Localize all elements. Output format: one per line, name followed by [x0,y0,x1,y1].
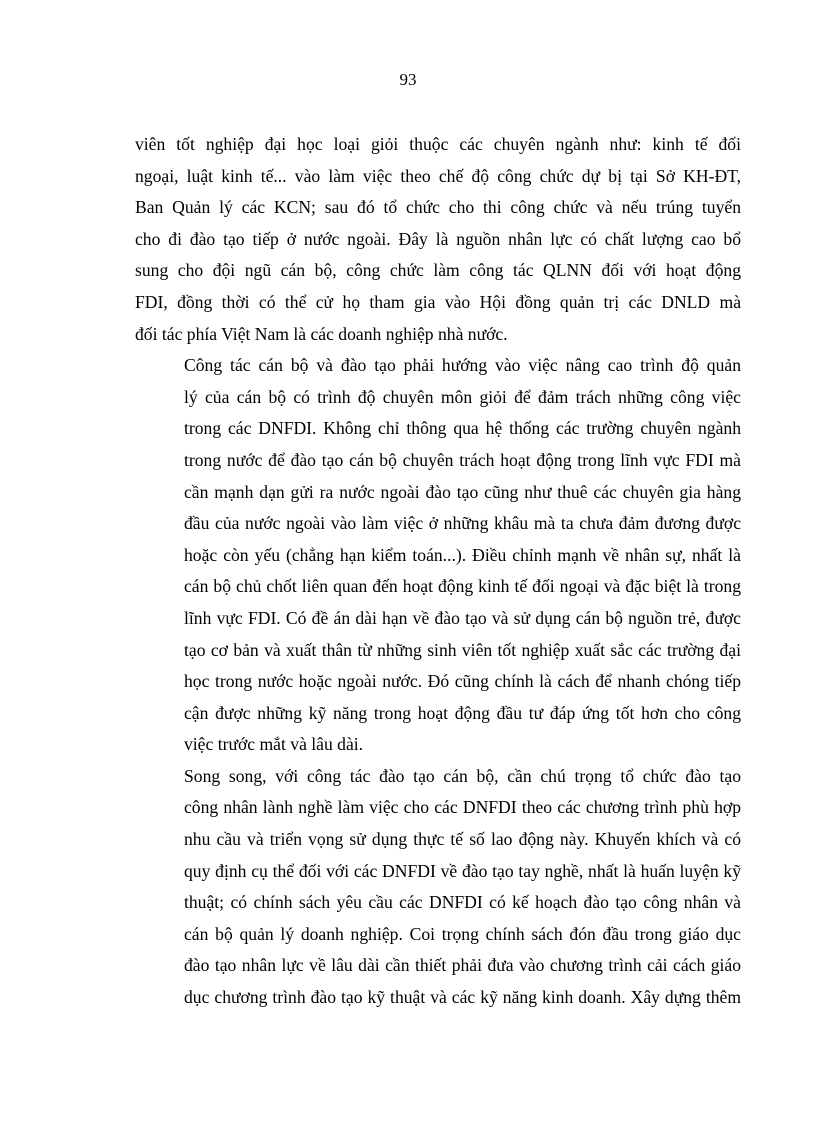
paragraph-line: đối tác phía Việt Nam là các doanh nghiệp nhà nước. [135,323,508,344]
paragraph-3 [135,761,741,1014]
paragraph-line: ngoại, luật kinh tế... vào làm việc theo chế độ công chức dự bị tại Sở KH-ĐT, [135,165,741,186]
paragraph-line: đào tạo nhân lực về lâu dài cần thiết phải đưa vào chương trình cải cách giáo [184,955,741,976]
paragraph-line: dục chương trình đào tạo kỹ thuật và các kỹ năng kinh doanh. Xây dựng thêm [184,987,741,1008]
paragraph-line: sung cho đội ngũ cán bộ, công chức làm công tác QLNN đối với hoạt động [135,260,741,281]
paragraph-2 [135,350,741,761]
paragraph-line: việc trước mắt và lâu dài. [184,734,364,755]
paragraph-line: công nhân lành nghề làm việc cho các DNFDI theo các chương trình phù hợp [184,797,741,818]
paragraph-line: quy định cụ thể đối với các DNFDI về đào tạo tay nghề, nhất là huấn luyện kỹ [184,860,741,881]
paragraph-line: cận được những kỹ năng trong hoạt động đầu tư đáp ứng tốt hơn cho công [184,702,741,723]
document-body [135,129,741,1014]
paragraph-line: đầu của nước ngoài vào làm việc ở những khâu mà ta chưa đảm đương được [184,513,741,534]
paragraph-line: Công tác cán bộ và đào tạo phải hướng vào việc nâng cao trình độ quản [184,355,741,376]
paragraph-1 [135,129,741,350]
paragraph-line: thuật; có chính sách yêu cầu các DNFDI có kế hoạch đào tạo công nhân và [184,892,741,913]
paragraph-line: lý của cán bộ có trình độ chuyên môn giỏi để đảm trách những công việc [184,386,741,407]
paragraph-line: hoặc còn yếu (chẳng hạn kiểm toán...). Điều chỉnh mạnh về nhân sự, nhất là [184,544,741,565]
paragraph-line: học trong nước hoặc ngoài nước. Đó cũng chính là cách để nhanh chóng tiếp [184,671,741,692]
page-number: 93 [399,70,417,89]
paragraph-line: Ban Quản lý các KCN; sau đó tổ chức cho thi công chức và nếu trúng tuyển [135,197,741,218]
paragraph-line: cán bộ chủ chốt liên quan đến hoạt động kinh tế đối ngoại và đặc biệt là trong [184,576,741,597]
paragraph-line: trong các DNFDI. Không chỉ thông qua hệ thống các trường chuyên ngành [184,418,741,439]
paragraph-line: Song song, với công tác đào tạo cán bộ, cần chú trọng tổ chức đào tạo [184,765,741,786]
paragraph-line: FDI, đồng thời có thể cử họ tham gia vào Hội đồng quản trị các DNLD mà [135,291,741,312]
paragraph-line: cho đi đào tạo tiếp ở nước ngoài. Đây là nguồn nhân lực có chất lượng cao bổ [135,228,741,249]
paragraph-line: cán bộ quản lý doanh nghiệp. Coi trọng chính sách đón đầu trong giáo dục [184,923,741,944]
paragraph-line: tạo cơ bản và xuất thân từ những sinh viên tốt nghiệp xuất sắc các trường đại [184,639,741,660]
paragraph-line: nhu cầu và triển vọng sử dụng thực tế số lao động này. Khuyến khích và có [184,829,741,850]
paragraph-line: cần mạnh dạn gửi ra nước ngoài đào tạo cũng như thuê các chuyên gia hàng [184,481,741,502]
paragraph-line: viên tốt nghiệp đại học loại giỏi thuộc các chuyên ngành như: kinh tế đối [135,134,741,154]
paragraph-line: trong nước để đào tạo cán bộ chuyên trách hoạt động trong lĩnh vực FDI mà [184,449,741,470]
paragraph-line: lĩnh vực FDI. Có đề án dài hạn về đào tạo và sử dụng cán bộ nguồn trẻ, được [184,607,741,628]
